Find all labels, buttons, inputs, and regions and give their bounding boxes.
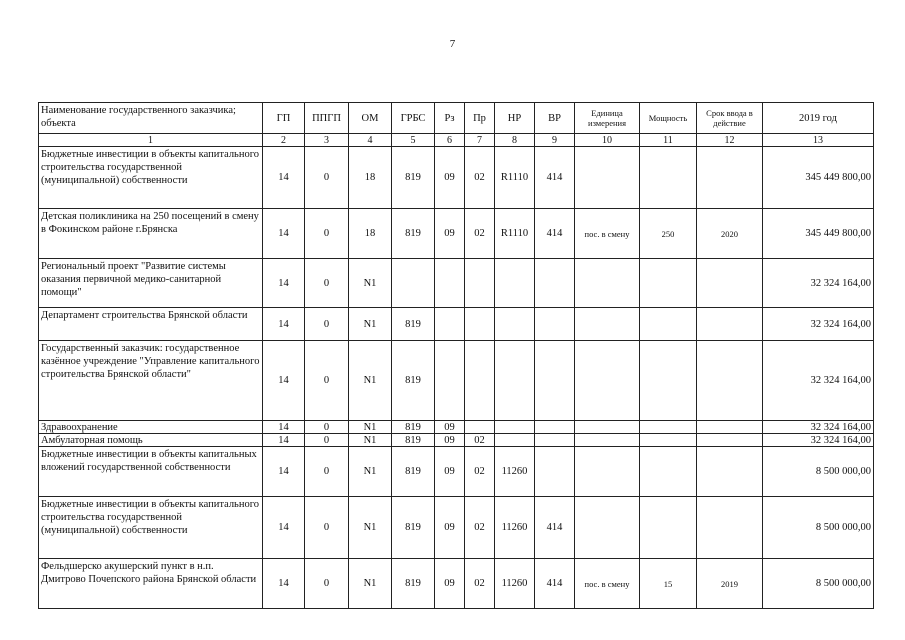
cell-name: Бюджетные инвестиции в объекты капитального строительства государственной (муниципальной) собственности: [39, 497, 263, 559]
cell-commission-year: 2019: [697, 559, 763, 609]
column-number: 13: [763, 134, 874, 147]
column-number: 4: [349, 134, 392, 147]
cell-capacity: [640, 259, 697, 308]
header-vr: ВР: [535, 103, 575, 134]
cell-unit: [575, 259, 640, 308]
column-number: 7: [465, 134, 495, 147]
cell-ppgp: 0: [305, 421, 349, 434]
cell-vr: [535, 259, 575, 308]
cell-grbs: 819: [392, 341, 435, 421]
cell-unit: [575, 341, 640, 421]
table-row: [39, 147, 874, 209]
cell-grbs: 819: [392, 209, 435, 259]
cell-rz: 09: [435, 421, 465, 434]
cell-om: N1: [349, 341, 392, 421]
header-nr: НР: [495, 103, 535, 134]
cell-nr: [495, 341, 535, 421]
cell-amount-2019: 8 500 000,00: [763, 447, 874, 497]
cell-ppgp: 0: [305, 259, 349, 308]
cell-gp: 14: [263, 559, 305, 609]
table-row: [39, 497, 874, 559]
cell-name: Бюджетные инвестиции в объекты капитального строительства государственной (муниципальной) собственности: [39, 147, 263, 209]
column-number: 2: [263, 134, 305, 147]
column-number: 8: [495, 134, 535, 147]
cell-commission-year: [697, 341, 763, 421]
column-number: 12: [697, 134, 763, 147]
cell-ppgp: 0: [305, 147, 349, 209]
header-gp: ГП: [263, 103, 305, 134]
cell-unit: [575, 421, 640, 434]
cell-commission-year: [697, 421, 763, 434]
cell-grbs: 819: [392, 421, 435, 434]
cell-commission-year: [697, 308, 763, 341]
cell-unit: [575, 447, 640, 497]
cell-rz: [435, 259, 465, 308]
cell-vr: [535, 434, 575, 447]
table-row: [39, 421, 874, 434]
table-row: [39, 434, 874, 447]
cell-nr: [495, 434, 535, 447]
cell-nr: 11260: [495, 559, 535, 609]
header-capacity: Мощность: [640, 103, 697, 134]
cell-grbs: 819: [392, 559, 435, 609]
page-number: 7: [449, 38, 456, 50]
cell-capacity: [640, 147, 697, 209]
cell-ppgp: 0: [305, 497, 349, 559]
cell-gp: 14: [263, 259, 305, 308]
cell-capacity: [640, 434, 697, 447]
cell-pr: 02: [465, 559, 495, 609]
cell-grbs: 819: [392, 497, 435, 559]
cell-vr: 414: [535, 209, 575, 259]
cell-name: Амбулаторная помощь: [39, 434, 263, 447]
cell-unit: [575, 147, 640, 209]
cell-pr: 02: [465, 497, 495, 559]
cell-pr: [465, 341, 495, 421]
cell-grbs: 819: [392, 447, 435, 497]
cell-gp: 14: [263, 447, 305, 497]
cell-om: N1: [349, 447, 392, 497]
cell-om: N1: [349, 559, 392, 609]
cell-capacity: [640, 447, 697, 497]
header-amount-2019: 2019 год: [763, 103, 874, 134]
cell-pr: 02: [465, 209, 495, 259]
budget-table: [38, 102, 874, 609]
cell-amount-2019: 32 324 164,00: [763, 434, 874, 447]
cell-vr: 414: [535, 497, 575, 559]
cell-capacity: [640, 497, 697, 559]
cell-commission-year: [697, 147, 763, 209]
cell-ppgp: 0: [305, 341, 349, 421]
cell-vr: [535, 447, 575, 497]
cell-nr: [495, 259, 535, 308]
cell-name: Департамент строительства Брянской области: [39, 308, 263, 341]
header-pr: Пр: [465, 103, 495, 134]
cell-unit: [575, 434, 640, 447]
cell-rz: 09: [435, 209, 465, 259]
cell-pr: [465, 259, 495, 308]
cell-om: 18: [349, 209, 392, 259]
cell-gp: 14: [263, 421, 305, 434]
cell-pr: 02: [465, 147, 495, 209]
cell-name: Фельдшерско акушерский пункт в н.п. Дмитрово Почепского района Брянской области: [39, 559, 263, 609]
header-unit: Единица измерения: [575, 103, 640, 134]
cell-grbs: 819: [392, 434, 435, 447]
cell-capacity: [640, 421, 697, 434]
cell-pr: 02: [465, 447, 495, 497]
table-header-row: [39, 103, 874, 134]
header-commission-year: Срок ввода в действие: [697, 103, 763, 134]
cell-amount-2019: 32 324 164,00: [763, 308, 874, 341]
cell-om: N1: [349, 434, 392, 447]
cell-gp: 14: [263, 497, 305, 559]
column-number: 6: [435, 134, 465, 147]
cell-nr: R1110: [495, 147, 535, 209]
cell-commission-year: [697, 434, 763, 447]
cell-rz: 09: [435, 147, 465, 209]
cell-pr: [465, 421, 495, 434]
cell-nr: 11260: [495, 447, 535, 497]
cell-om: N1: [349, 259, 392, 308]
cell-pr: 02: [465, 434, 495, 447]
cell-amount-2019: 8 500 000,00: [763, 497, 874, 559]
cell-rz: 09: [435, 434, 465, 447]
header-om: ОМ: [349, 103, 392, 134]
cell-capacity: [640, 308, 697, 341]
cell-amount-2019: 32 324 164,00: [763, 421, 874, 434]
table-row: [39, 308, 874, 341]
cell-name: Государственный заказчик: государственное казённое учреждение "Управление капитального строительства Брянской области": [39, 341, 263, 421]
column-number: 9: [535, 134, 575, 147]
cell-grbs: 819: [392, 147, 435, 209]
cell-om: N1: [349, 308, 392, 341]
column-number: 5: [392, 134, 435, 147]
cell-ppgp: 0: [305, 447, 349, 497]
cell-amount-2019: 345 449 800,00: [763, 209, 874, 259]
cell-rz: [435, 308, 465, 341]
cell-unit: [575, 497, 640, 559]
cell-commission-year: [697, 447, 763, 497]
table-row: [39, 341, 874, 421]
cell-rz: [435, 341, 465, 421]
cell-unit: [575, 308, 640, 341]
cell-ppgp: 0: [305, 559, 349, 609]
cell-vr: 414: [535, 147, 575, 209]
header-name: Наименование государственного заказчика; объекта: [39, 103, 263, 134]
table-row: [39, 559, 874, 609]
header-ppgp: ППГП: [305, 103, 349, 134]
table-row: [39, 447, 874, 497]
cell-pr: [465, 308, 495, 341]
cell-commission-year: [697, 259, 763, 308]
cell-commission-year: 2020: [697, 209, 763, 259]
cell-gp: 14: [263, 434, 305, 447]
cell-capacity: 250: [640, 209, 697, 259]
cell-om: N1: [349, 497, 392, 559]
cell-name: Бюджетные инвестиции в объекты капитальных вложений государственной собственности: [39, 447, 263, 497]
header-rz: Рз: [435, 103, 465, 134]
cell-ppgp: 0: [305, 434, 349, 447]
cell-nr: R1110: [495, 209, 535, 259]
cell-unit: пос. в смену: [575, 209, 640, 259]
cell-ppgp: 0: [305, 209, 349, 259]
cell-vr: [535, 421, 575, 434]
cell-amount-2019: 32 324 164,00: [763, 259, 874, 308]
cell-ppgp: 0: [305, 308, 349, 341]
cell-rz: 09: [435, 559, 465, 609]
cell-name: Детская поликлиника на 250 посещений в смену в Фокинском районе г.Брянска: [39, 209, 263, 259]
cell-amount-2019: 32 324 164,00: [763, 341, 874, 421]
cell-nr: [495, 308, 535, 341]
cell-gp: 14: [263, 341, 305, 421]
cell-commission-year: [697, 497, 763, 559]
cell-om: N1: [349, 421, 392, 434]
cell-nr: [495, 421, 535, 434]
cell-name: Региональный проект "Развитие системы оказания первичной медико-санитарной помощи": [39, 259, 263, 308]
cell-capacity: 15: [640, 559, 697, 609]
cell-vr: [535, 341, 575, 421]
cell-amount-2019: 8 500 000,00: [763, 559, 874, 609]
cell-unit: пос. в смену: [575, 559, 640, 609]
cell-om: 18: [349, 147, 392, 209]
cell-gp: 14: [263, 147, 305, 209]
cell-vr: 414: [535, 559, 575, 609]
column-number: 10: [575, 134, 640, 147]
cell-gp: 14: [263, 308, 305, 341]
column-numbers-row: [39, 134, 874, 147]
column-number: 1: [39, 134, 263, 147]
cell-capacity: [640, 341, 697, 421]
table-row: [39, 209, 874, 259]
cell-rz: 09: [435, 447, 465, 497]
cell-nr: 11260: [495, 497, 535, 559]
column-number: 11: [640, 134, 697, 147]
cell-rz: 09: [435, 497, 465, 559]
cell-gp: 14: [263, 209, 305, 259]
cell-vr: [535, 308, 575, 341]
table-row: [39, 259, 874, 308]
column-number: 3: [305, 134, 349, 147]
cell-grbs: 819: [392, 308, 435, 341]
cell-grbs: [392, 259, 435, 308]
cell-name: Здравоохранение: [39, 421, 263, 434]
header-grbs: ГРБС: [392, 103, 435, 134]
cell-amount-2019: 345 449 800,00: [763, 147, 874, 209]
